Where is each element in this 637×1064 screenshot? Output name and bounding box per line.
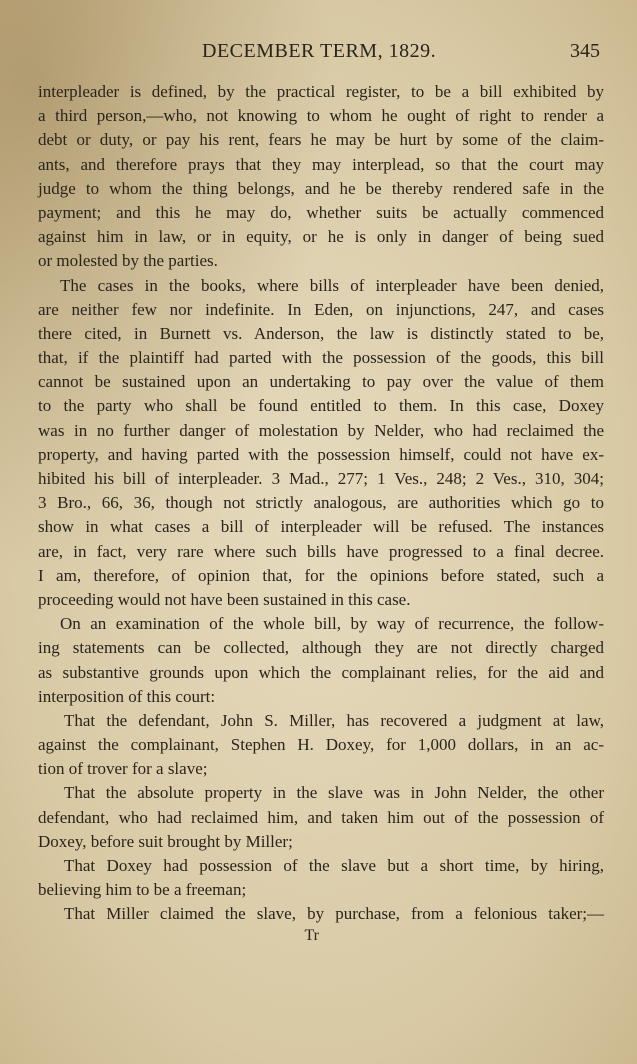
text-line: cannot be sustained upon an undertaking to pay over the value of them bbox=[38, 372, 604, 392]
text-line: That the absolute property in the slave was in John Nelder, the other bbox=[64, 783, 604, 803]
text-line: interposition of this court: bbox=[38, 686, 216, 706]
text-line: That Miller claimed the slave, by purchase, from a felonious taker;— bbox=[64, 904, 604, 924]
text-line: ing statements can be collected, although they are not directly charged bbox=[38, 638, 604, 658]
text-line: interpleader is defined, by the practical register, to be a bill exhibited by bbox=[38, 82, 604, 101]
text-line: 3 Bro., 66, 36, though not strictly analogous, are authorities which go to bbox=[38, 493, 604, 513]
text-line: are, in fact, very rare where such bills have progressed to a final decree. bbox=[38, 541, 604, 561]
text-line: that, if the plaintiff had parted with the possession of the goods, this bill bbox=[38, 348, 604, 368]
text-line: to the party who shall be found entitled to them. In this case, Doxey bbox=[38, 396, 604, 416]
text-line: hibited his bill of interpleader. 3 Mad., 277; 1 Ves., 248; 2 Ves., 310, 304; bbox=[38, 469, 604, 488]
text-line: debt or duty, or pay his rent, fears he may be hurt by some of the claim- bbox=[38, 130, 604, 150]
text-line: was in no further danger of molestation by Nelder, who had reclaimed the bbox=[38, 420, 604, 440]
text-line: judge to whom the thing belongs, and he be thereby rendered safe in the bbox=[38, 178, 604, 198]
body-text bbox=[38, 80, 604, 945]
text-line: proceeding would not have been sustained in this case. bbox=[38, 589, 411, 609]
text-line: That the defendant, John S. Miller, has recovered a judgment at law, bbox=[64, 710, 604, 730]
running-head bbox=[40, 40, 600, 66]
text-line: show in what cases a bill of interpleader will be refused. The instances bbox=[38, 517, 604, 537]
text-line: That Doxey had possession of the slave but a short time, by hiring, bbox=[64, 856, 604, 875]
text-line: On an examination of the whole bill, by way of recurrence, the follow- bbox=[60, 614, 604, 634]
text-line: ants, and therefore prays that they may interplead, so that the court may bbox=[38, 154, 604, 174]
text-line: there cited, in Burnett vs. Anderson, the law is distinctly stated to be, bbox=[38, 323, 604, 343]
running-title: DECEMBER TERM, 1829. bbox=[202, 40, 437, 62]
text-line: against him in law, or in equity, or he is only in danger of being sued bbox=[38, 227, 604, 247]
catchword: Tr bbox=[304, 926, 319, 944]
text-line: a third person,—who, not knowing to whom he ought of right to render a bbox=[38, 106, 604, 126]
text-line: I am, therefore, of opinion that, for the opinions before stated, such a bbox=[38, 565, 604, 585]
text-line: as substantive grounds upon which the complainant relies, for the aid and bbox=[38, 662, 604, 682]
text-line: believing him to be a freeman; bbox=[38, 880, 247, 900]
text-line: property, and having parted with the possession himself, could not have ex- bbox=[38, 444, 604, 464]
text-line: are neither few nor indefinite. In Eden, on injunctions, 247, and cases bbox=[38, 299, 604, 319]
text-line: tion of trover for a slave; bbox=[38, 759, 208, 779]
page-number: 345 bbox=[570, 40, 600, 62]
text-line: payment; and this he may do, whether suits be actually commenced bbox=[38, 202, 604, 222]
text-line: against the complainant, Stephen H. Doxey, for 1,000 dollars, in an ac- bbox=[38, 735, 604, 755]
text-line: The cases in the books, where bills of interpleader have been denied, bbox=[60, 275, 604, 295]
text-line: Doxey, before suit brought by Miller; bbox=[38, 831, 293, 851]
text-line: or molested by the parties. bbox=[38, 251, 218, 271]
text-line: defendant, who had reclaimed him, and taken him out of the possession of bbox=[38, 807, 604, 827]
